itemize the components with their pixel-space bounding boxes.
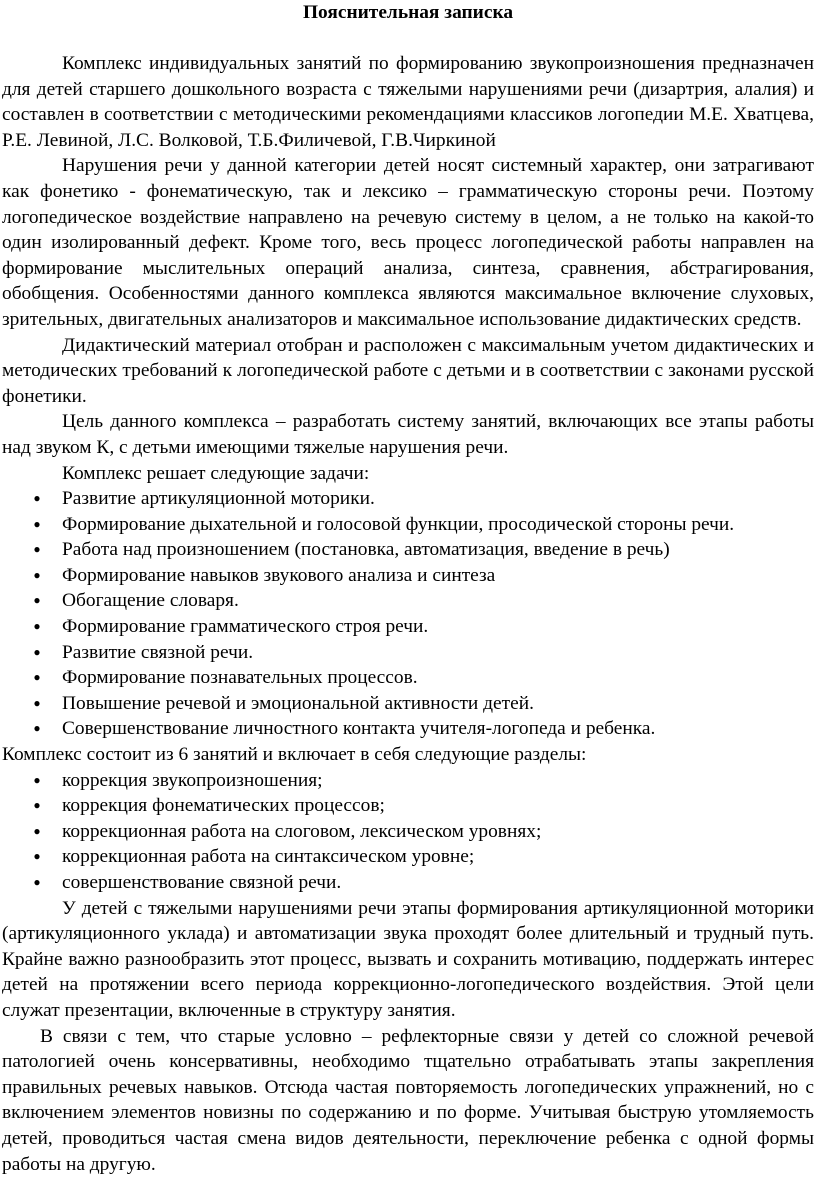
list-item: ● Развитие артикуляционной моторики.	[2, 486, 814, 512]
bullet-icon: ●	[33, 798, 41, 813]
bullet-icon: ●	[33, 721, 41, 736]
bullet-icon: ●	[33, 491, 41, 506]
paragraph-speech-disorders: Нарушения речи у данной категории детей носят системный характер, они затрагивают как фонетико - фонематическую, так и лексико – грамматическую стороны речи. Поэтому логопедическое воздействие направлено на речевую систему в целом, а не только на какой-то один изолированный дефект. Кроме того, весь процесс логопедической работы направлен на формирование мыслительных операций анализа, синтеза, сравнения, абстрагирования, обобщения. Особенностями данного комплекса являются максимальное включение слуховых, зрительных, двигательных анализаторов и максимальное использование дидактических средств.	[2, 155, 814, 330]
list-item: ● Совершенствование личностного контакта учителя-логопеда и ребенка.	[2, 716, 814, 742]
bullet-icon: ●	[33, 875, 41, 889]
list-item: ● Обогащение словаря.	[2, 588, 814, 614]
sections-list	[2, 768, 814, 896]
bullet-icon: ●	[33, 644, 41, 659]
paragraph-intro: Комплекс индивидуальных занятий по формированию звукопроизношения предназначен для детей старшего дошкольного возраста с тяжелыми нарушениями речи (дизартрия, алалия) и составлен в соответствии с методическими рекомендациями классиков логопедии М.Е. Хватцева, Р.Е. Левиной, Л.С. Волковой, Т.Б.Филичевой, Г.В.Чиркиной	[2, 53, 814, 151]
page-title: Пояснительная записка	[302, 2, 514, 23]
list-item: ● коррекция фонематических процессов;	[2, 793, 814, 819]
bullet-icon: ●	[33, 670, 41, 685]
title-spacer	[2, 26, 814, 51]
bullet-icon: ●	[33, 619, 41, 634]
bullet-icon: ●	[33, 542, 41, 557]
paragraph-tasks-intro: Комплекс решает следующие задачи:	[62, 462, 370, 484]
list-item: ● Формирование навыков звукового анализа и синтеза	[2, 563, 814, 589]
bullet-icon: ●	[33, 772, 41, 787]
bullet-icon: ●	[33, 695, 41, 710]
paragraph-reflex-connections: В связи с тем, что старые условно – рефлекторные связи у детей со сложной речевой патологией очень консервативны, необходимо тщательно отрабатывать этапы закрепления правильных речевых навыков. Отсюда частая повторяемость логопедических упражнений, но с включением элементов новизны по содержанию и по форме. Учитывая быструю утомляемость детей, проводиться частая смена видов деятельности, переключение ребенка с одной формы работы на другую.	[2, 1025, 814, 1175]
bullet-icon: ●	[33, 849, 41, 864]
list-item: ● Формирование познавательных процессов.	[2, 665, 814, 691]
tasks-list	[2, 486, 814, 742]
paragraph-goal: Цель данного комплекса – разработать систему занятий, включающих все этапы работы над звуком К, с детьми имеющими тяжелые нарушения речи.	[2, 411, 814, 458]
paragraph-didactic-material: Дидактический материал отобран и расположен с максимальным учетом дидактических и методических требований к логопедической работе с детьми и в соответствии с законами русской фонетики.	[2, 334, 814, 407]
list-item: ● Повышение речевой и эмоциональной активности детей.	[2, 691, 814, 717]
list-item: ● Работа над произношением (постановка, автоматизация, введение в речь)	[2, 537, 814, 563]
list-item: ● коррекционная работа на слоговом, лексическом уровнях;	[2, 819, 814, 845]
bullet-icon: ●	[33, 823, 41, 838]
list-item: ● коррекционная работа на синтаксическом уровне;	[2, 844, 814, 870]
bullet-icon: ●	[33, 516, 41, 531]
list-item: ● Развитие связной речи.	[2, 640, 814, 666]
list-item: ● Формирование дыхательной и голосовой функции, просодической стороны речи.	[2, 512, 814, 538]
bullet-icon: ●	[33, 567, 41, 582]
list-item: ● совершенствование связной речи.	[2, 870, 814, 896]
bullet-icon: ●	[33, 593, 41, 608]
paragraph-sections-intro: Комплекс состоит из 6 занятий и включает в себя следующие разделы:	[2, 744, 587, 766]
list-item: ● коррекция звукопроизношения;	[2, 768, 814, 794]
list-item: ● Формирование грамматического строя речи.	[2, 614, 814, 640]
paragraph-articulation: У детей с тяжелыми нарушениями речи этапы формирования артикуляционной моторики (артикуляционного уклада) и автоматизации звука проходят более длительный и трудный путь. Крайне важно разнообразить этот процесс, вызвать и сохранить мотивацию, поддержать интерес детей на протяжении всего периода коррекционно-логопедического воздействия. Этой цели служат презентации, включенные в структуру занятия.	[2, 897, 814, 1021]
